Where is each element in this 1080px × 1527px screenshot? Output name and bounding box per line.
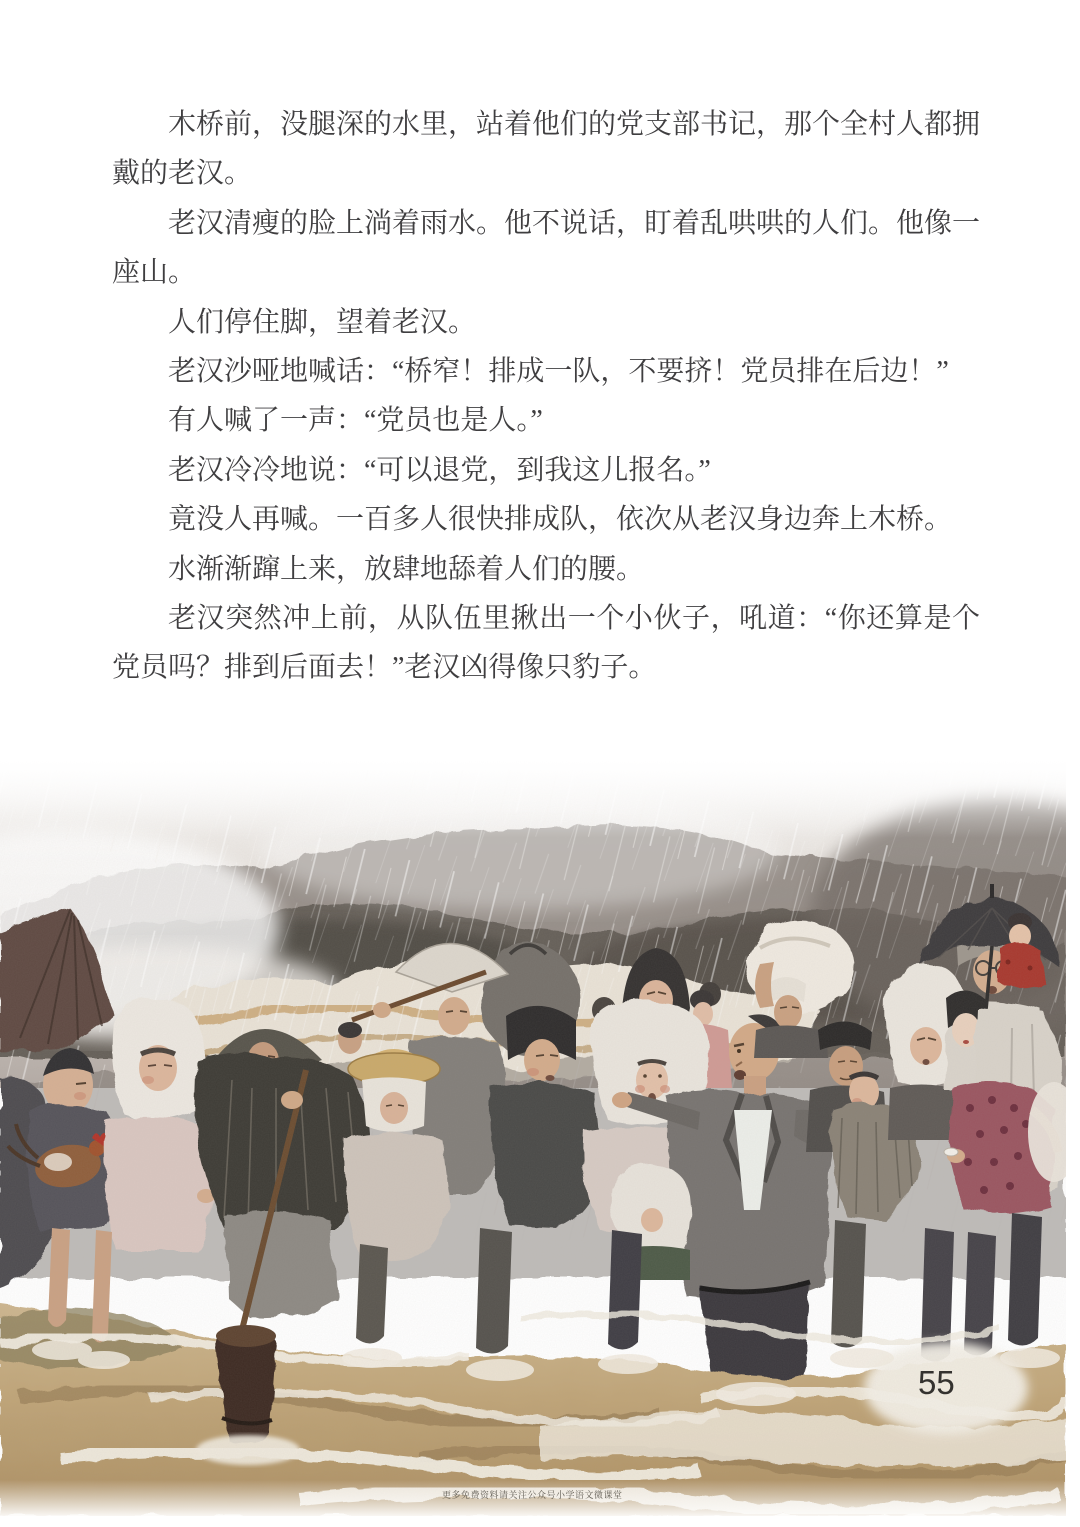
paper-grain	[0, 758, 1066, 1516]
flood-illustration	[0, 758, 1066, 1516]
story-paragraph: 有人喊了一声：“党员也是人。”	[168, 405, 543, 437]
story-paragraph: 老汉突然冲上前，从队伍里揪出一个小伙子，吼道：“你还算是个党员吗？排到后面去！”老汉凶得像只豹子。	[112, 603, 980, 684]
story-paragraph: 老汉清瘦的脸上淌着雨水。他不说话，盯着乱哄哄的人们。他像一座山。	[112, 207, 981, 289]
story-paragraph: 人们停住脚，望着老汉。	[168, 306, 477, 338]
story-paragraph: 竟没人再喊。一百多人很快排成队，依次从老汉身边奔上木桥。	[168, 504, 953, 536]
story-paragraph: 水渐渐蹿上来，放肆地舔着人们的腰。	[168, 553, 645, 585]
page-number: 55	[918, 1364, 955, 1401]
story-paragraph: 老汉冷冷地说：“可以退党，到我这儿报名。”	[168, 454, 711, 486]
story-text	[112, 100, 980, 693]
watermark-text: 更多免费资料请关注公众号小学语文微课堂	[442, 1490, 623, 1500]
story-paragraph: 木桥前，没腿深的水里，站着他们的党支部书记，那个全村人都拥戴的老汉。	[112, 109, 981, 190]
flood-illustration-canvas	[0, 758, 1066, 1516]
story-paragraph: 老汉沙哑地喊话：“桥窄！排成一队，不要挤！党员排在后边！”	[168, 356, 949, 388]
top-mist-fade	[0, 758, 1066, 838]
